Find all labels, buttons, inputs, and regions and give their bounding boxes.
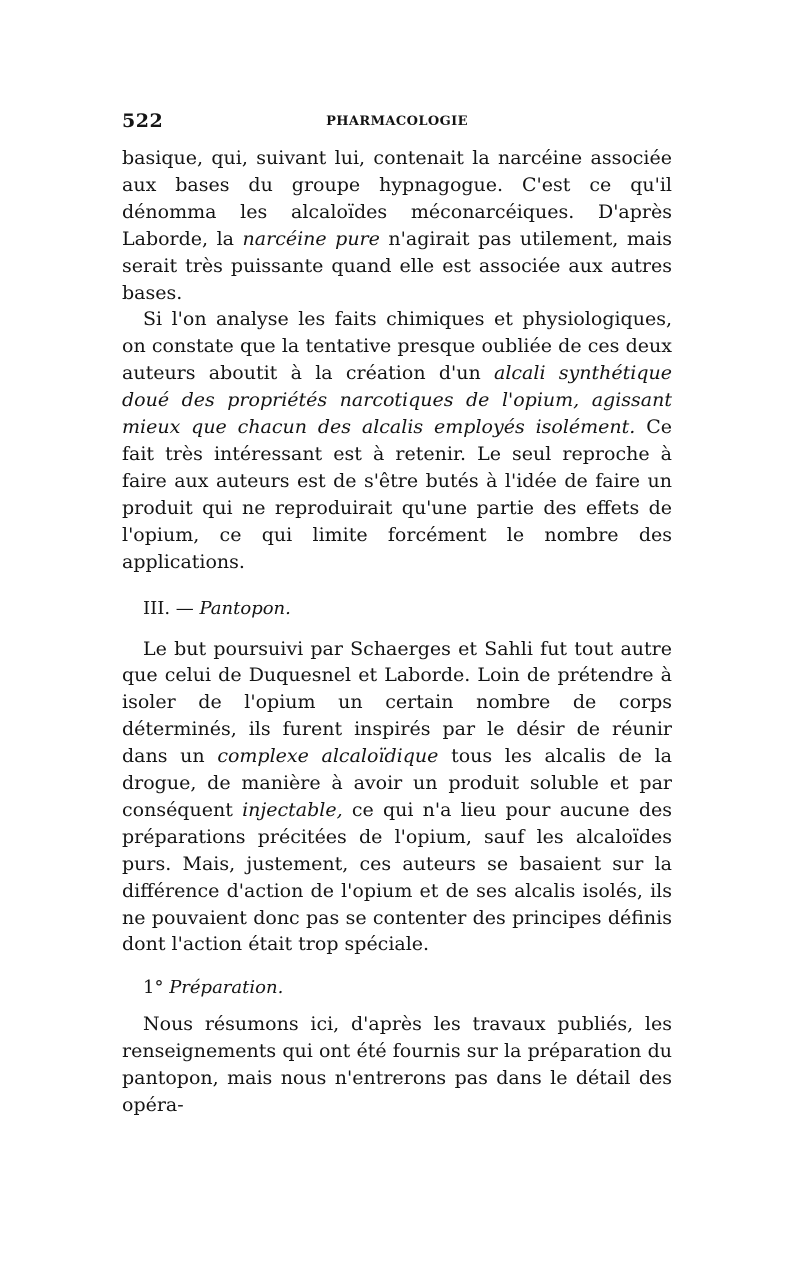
paragraph-3-text-b: tous les alcalis de la drogue, de manière à avoir un produit soluble et par conséquent: [122, 745, 673, 821]
paragraph-1-text-b: n'agirait pas utilement, mais serait très puissante quand elle est associée aux autres bases.: [122, 227, 672, 304]
subsection-number: 1°: [143, 977, 170, 999]
paragraph-1: [122, 145, 672, 306]
paragraph-2-italic: alcali synthétique doué des propriétés narcotiques de l'opium, agissant mieux que chacun des alcalis employés isolément.: [122, 362, 672, 439]
paragraph-3-italic-b: injectable,: [242, 798, 343, 821]
section-title: Pantopon.: [199, 597, 291, 619]
paragraph-2-text-a: Si l'on analyse les faits chimiques et physiologiques, on constate que la tentative presque oubliée de ces deux auteurs aboutit à la création d'un: [122, 308, 672, 385]
section-heading-pantopon: [122, 596, 672, 622]
paragraph-4: [122, 1011, 672, 1119]
paragraph-3-text-a: Le but poursuivi par Schaerges et Sahli fut tout autre que celui de Duquesnel et Laborde. Loin de prétendre à isoler de l'opium un certain nombre de corps déterminés, ils furent inspirés par le désir de réunir dans un: [122, 637, 672, 768]
subsection-heading-preparation: [122, 975, 672, 1001]
running-head: [122, 110, 672, 136]
paragraph-3-text-c: ce qui n'a lieu pour aucune des préparations précitées de l'opium, sauf les alcaloïdes purs. Mais, justement, ces auteurs se basaient sur la différence d'action de l'opium et de ses alcalis isolés, ils ne pouvaient donc pas se contenter des principes définis dont l'action était trop spéciale.: [122, 798, 673, 956]
running-title: PHARMACOLOGIE: [326, 114, 468, 129]
paragraph-2: [122, 306, 672, 575]
paragraph-3-italic-a: complexe alcaloïdique: [217, 745, 439, 768]
paragraph-2-text-b: Ce fait très intéressant est à retenir. Le seul reproche à faire aux auteurs est de s'être butés à l'idée de faire un produit qui ne reproduirait qu'une partie des effets de l'opium, ce qui limite forcément le nombre des applications.: [122, 416, 672, 573]
subsection-title: Préparation.: [169, 977, 284, 999]
page-number: 522: [122, 110, 164, 132]
paragraph-1-text-a: basique, qui, suivant lui, contenait la narcéine associée aux bases du groupe hypnagogue. C'est ce qu'il dénomma les alcaloïdes méconarcéiques. D'après Laborde, la: [122, 147, 672, 250]
paragraph-4-text: Nous résumons ici, d'après les travaux publiés, les renseignements qui ont été fournis sur la préparation du pantopon, mais nous n'entrerons pas dans le détail des opéra-: [122, 1013, 672, 1117]
book-page: [122, 110, 672, 1119]
paragraph-3: [122, 636, 672, 959]
section-numeral: III. —: [143, 597, 200, 619]
paragraph-1-italic: narcéine pure: [242, 227, 380, 250]
